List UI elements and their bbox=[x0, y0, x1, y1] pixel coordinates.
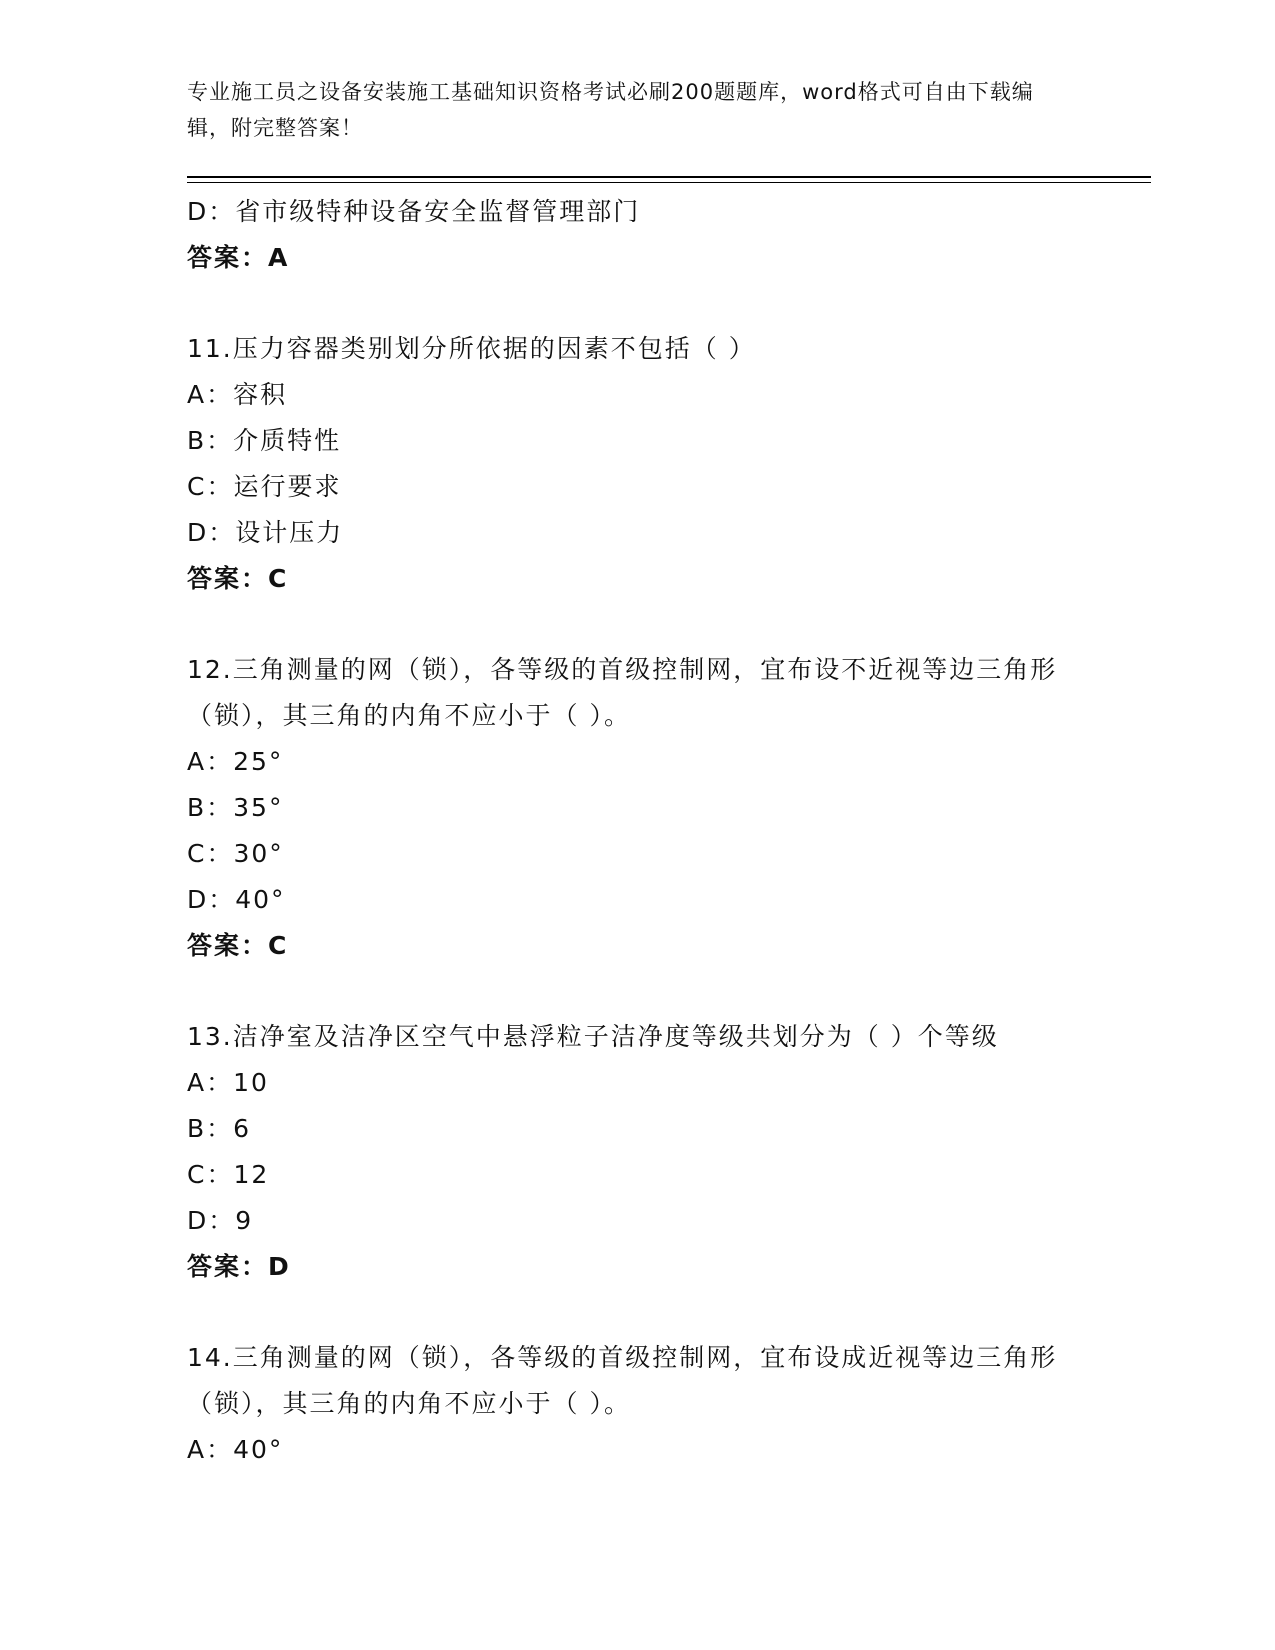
question-stem: 14.三角测量的网（锁），各等级的首级控制网，宜布设成近视等边三角形（锁），其三角的内角不应小于（ ）。 bbox=[187, 1343, 1058, 1418]
header-divider-thin bbox=[187, 182, 1151, 183]
option-d: D：设计压力 bbox=[187, 518, 344, 547]
option-c: C：运行要求 bbox=[187, 472, 342, 501]
question-stem: 11.压力容器类别划分所依据的因素不包括（ ） bbox=[187, 334, 756, 363]
option-c: C：30° bbox=[187, 839, 284, 868]
option-b: B：6 bbox=[187, 1114, 252, 1143]
option-a: A：容积 bbox=[187, 380, 288, 409]
option-d: D：9 bbox=[187, 1206, 254, 1235]
option-a: A：10 bbox=[187, 1068, 269, 1097]
option-b: B：35° bbox=[187, 793, 284, 822]
answer-line: 答案：D bbox=[187, 1252, 291, 1281]
option-c: C：12 bbox=[187, 1160, 270, 1189]
answer-line: 答案：A bbox=[187, 243, 290, 272]
answer-line: 答案：C bbox=[187, 564, 289, 593]
question-list bbox=[187, 189, 1087, 1473]
option-d: D：省市级特种设备安全监督管理部门 bbox=[187, 197, 641, 226]
question-14 bbox=[187, 1335, 1087, 1473]
option-d: D：40° bbox=[187, 885, 286, 914]
option-b: B：介质特性 bbox=[187, 426, 342, 455]
option-a: A：25° bbox=[187, 747, 284, 776]
option-a: A：40° bbox=[187, 1435, 284, 1464]
answer-line: 答案：C bbox=[187, 931, 289, 960]
document-header: 专业施工员之设备安装施工基础知识资格考试必刷200题题库，word格式可自由下载编辑，附完整答案！ bbox=[187, 80, 1034, 140]
question-13 bbox=[187, 1014, 1087, 1290]
question-12 bbox=[187, 647, 1087, 969]
header-divider-thick bbox=[187, 176, 1151, 178]
question-stem: 13.洁净室及洁净区空气中悬浮粒子洁净度等级共划分为（ ）个等级 bbox=[187, 1022, 999, 1051]
question-11 bbox=[187, 326, 1087, 602]
question-stem: 12.三角测量的网（锁），各等级的首级控制网，宜布设不近视等边三角形（锁），其三角的内角不应小于（ ）。 bbox=[187, 655, 1058, 730]
